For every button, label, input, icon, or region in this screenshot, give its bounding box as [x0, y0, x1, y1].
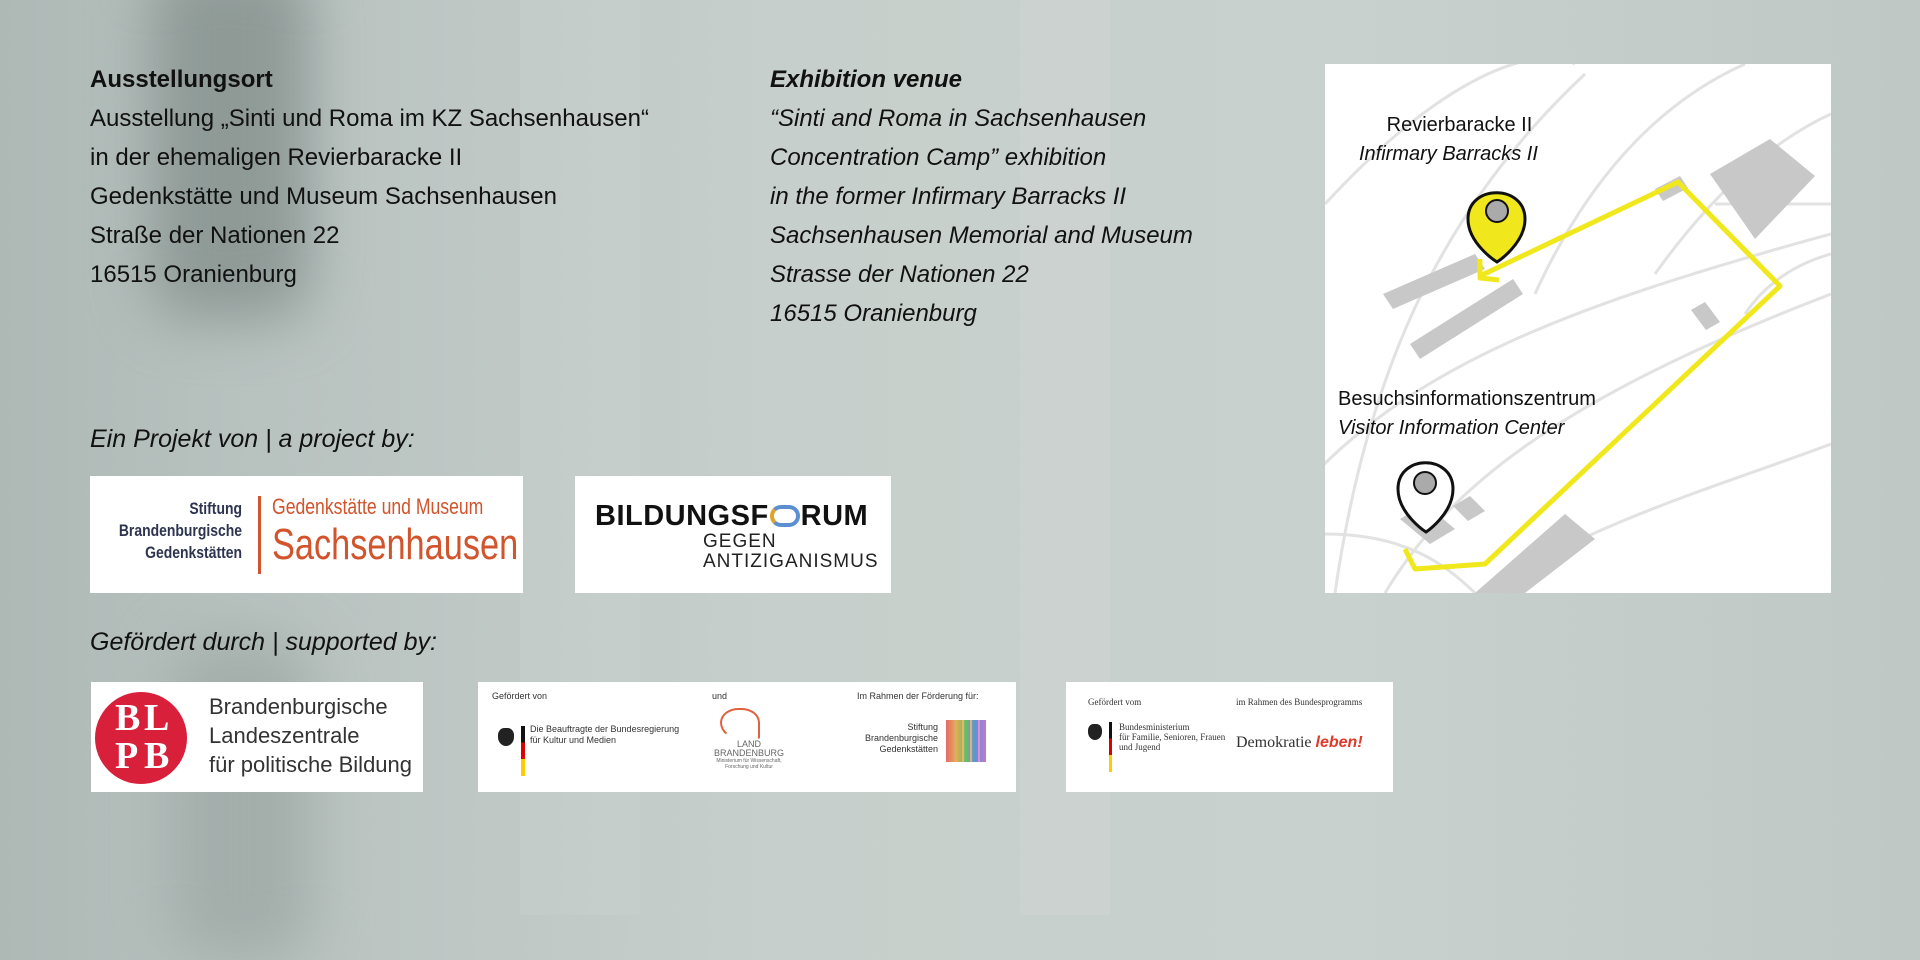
- logo-divider: [258, 496, 261, 574]
- venue-english-line: in the former Infirmary Barracks II: [770, 183, 1127, 210]
- map-label-de: Revierbaracke II: [1386, 114, 1533, 136]
- pin-yellow-icon: [1468, 193, 1525, 262]
- bkm-funding-logo[interactable]: [478, 682, 1016, 792]
- stiftung-text: [863, 722, 938, 755]
- logo-text: Gefördert vom: [1088, 697, 1142, 707]
- bildungsforum-title: [595, 500, 868, 533]
- project-by-label: Ein Projekt von | a project by:: [90, 425, 415, 453]
- stiftung-bars-icon: [946, 720, 986, 762]
- sachsenhausen-logo[interactable]: [90, 476, 523, 593]
- logo-text: Brandenburgische: [118, 521, 242, 540]
- logo-text: ANTIZIGANISMUS: [703, 551, 879, 572]
- venue-german-line: Ausstellung „Sinti und Roma im KZ Sachsenhausen“: [90, 105, 649, 132]
- logo-text: GEGEN: [703, 531, 777, 552]
- bildungsforum-subtitle: [703, 532, 879, 572]
- logo-text: Demokratie: [1236, 734, 1312, 751]
- demokratie-leben-logo: [1236, 734, 1363, 752]
- german-flag-icon: [1109, 722, 1112, 772]
- logo-text: für Familie, Senioren, Frauen: [1119, 732, 1226, 742]
- federal-eagle-icon: [498, 728, 514, 746]
- logo-text: für politische Bildung: [209, 752, 413, 777]
- supported-by-label: Gefördert durch | supported by:: [90, 628, 437, 656]
- venue-german: [90, 60, 649, 294]
- venue-english-title: Exhibition venue: [770, 66, 963, 93]
- bkm-text: [530, 724, 679, 746]
- bmfsfj-funding-logo[interactable]: [1066, 682, 1393, 792]
- logo-text: Brandenburgische: [209, 694, 388, 719]
- logo-text: Sachsenhausen: [272, 520, 519, 569]
- bmfsfj-text: [1119, 722, 1225, 752]
- logo-text: im Rahmen des Bundesprogramms: [1236, 697, 1363, 707]
- logo-text: LAND: [737, 739, 762, 749]
- logo-text: Stiftung: [189, 499, 242, 518]
- blpb-emblem-icon: [95, 692, 187, 784]
- logo-text: leben!: [1315, 734, 1363, 751]
- logo-text: BILDUNGSF: [595, 500, 769, 532]
- venue-german-line: in der ehemaligen Revierbaracke II: [90, 144, 463, 171]
- venue-german-line: 16515 Oranienburg: [90, 261, 297, 288]
- blpb-letter: B: [115, 697, 141, 739]
- blpb-letter: P: [115, 735, 139, 777]
- venue-german-line: Gedenkstätte und Museum Sachsenhausen: [90, 183, 557, 210]
- venue-english-line: Concentration Camp” exhibition: [770, 144, 1107, 171]
- forum-o-icon: [770, 505, 800, 527]
- map-label-en: Visitor Information Center: [1338, 417, 1565, 439]
- venue-german-line: Straße der Nationen 22: [90, 222, 340, 249]
- logo-text: und Jugend: [1119, 742, 1161, 752]
- map-label-visitor-center: [1338, 385, 1596, 443]
- location-map[interactable]: [1325, 64, 1831, 593]
- logo-text: Landeszentrale: [209, 723, 360, 748]
- logo-text: für Kultur und Medien: [530, 735, 617, 745]
- blpb-letter: B: [144, 735, 170, 777]
- venue-german-title: Ausstellungsort: [90, 66, 273, 93]
- logo-text: Ministerium für Wissenschaft,: [716, 758, 782, 764]
- logo-text: Bundesministerium: [1119, 722, 1190, 732]
- federal-eagle-icon: [1088, 724, 1102, 740]
- brandenburg-eagle-icon: [720, 708, 760, 740]
- map-label-infirmary: [1359, 111, 1538, 169]
- logo-text: RUM: [800, 500, 869, 532]
- logo-text: Die Beauftragte der Bundesregierung: [530, 724, 680, 734]
- map-label-de: Besuchsinformationszentrum: [1338, 388, 1596, 410]
- german-flag-icon: [521, 726, 525, 776]
- venue-english-line: “Sinti and Roma in Sachsenhausen: [770, 105, 1147, 132]
- venue-english: [770, 60, 1193, 333]
- brandenburg-text: [714, 740, 784, 770]
- blpb-logo[interactable]: [91, 682, 423, 792]
- logo-text: Forschung und Kultur: [725, 764, 773, 770]
- bildungsforum-logo[interactable]: [575, 476, 891, 593]
- sachsenhausen-logo-left: [117, 498, 242, 564]
- blpb-text: [209, 692, 412, 779]
- venue-english-line: 16515 Oranienburg: [770, 300, 977, 327]
- map-label-en: Infirmary Barracks II: [1359, 143, 1538, 165]
- logo-text: Gedenkstätten: [879, 744, 938, 754]
- logo-text: Gedenkstätte und Museum: [272, 494, 484, 519]
- logo-text: Gefördert von: [492, 691, 548, 701]
- logo-text: und: [712, 691, 728, 701]
- logo-text: Brandenburgische: [864, 733, 938, 743]
- blpb-letter: L: [144, 697, 170, 739]
- logo-text: Gedenkstätten: [145, 543, 242, 562]
- logo-text: BRANDENBURG: [714, 748, 785, 758]
- sachsenhausen-logo-right: [272, 494, 523, 570]
- logo-text: Stiftung: [907, 722, 938, 732]
- logo-text: Im Rahmen der Förderung für:: [857, 691, 979, 701]
- venue-english-line: Strasse der Nationen 22: [770, 261, 1029, 288]
- venue-english-line: Sachsenhausen Memorial and Museum: [770, 222, 1193, 249]
- map-buildings: [1383, 139, 1815, 593]
